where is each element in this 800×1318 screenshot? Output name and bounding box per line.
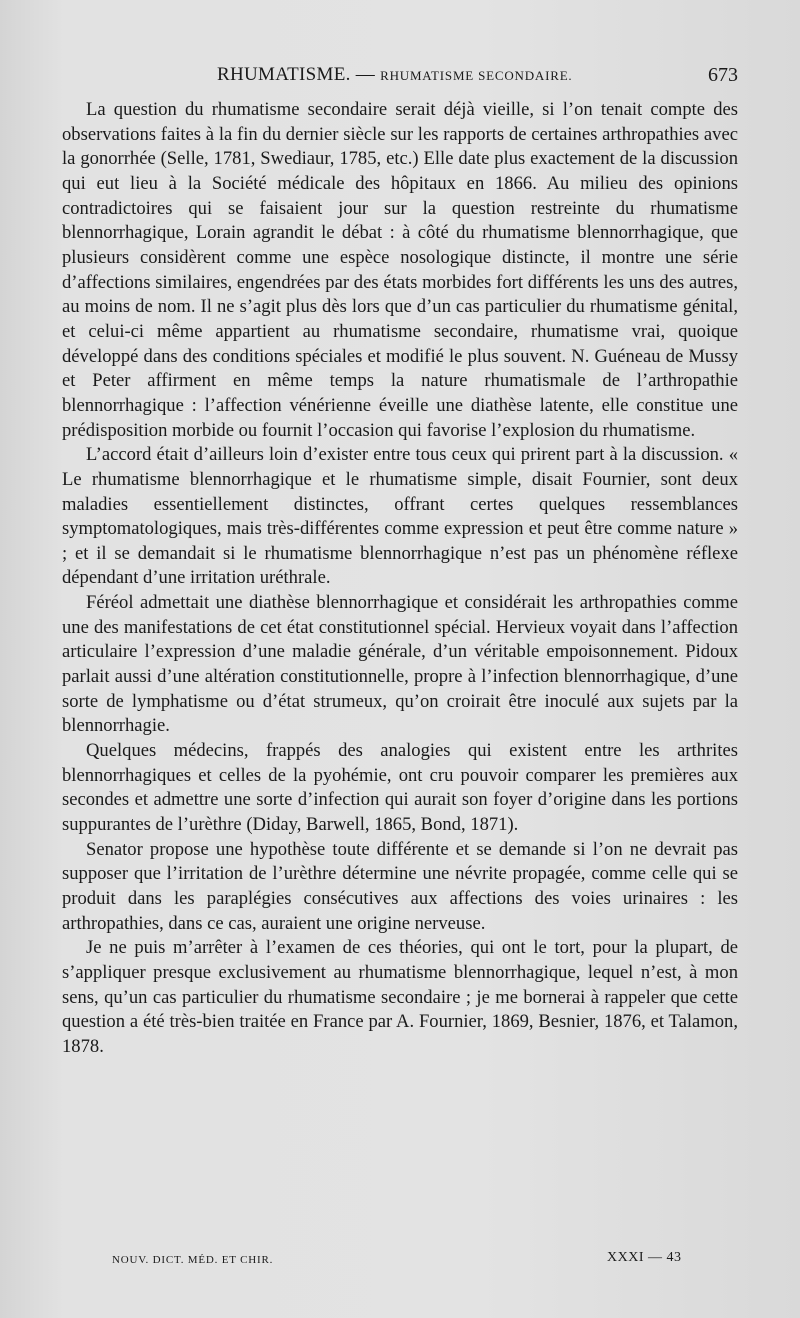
footer-publication: NOUV. DICT. MÉD. ET CHIR. <box>112 1254 274 1266</box>
paragraph: Senator propose une hypothèse toute différente et se demande si l’on ne devrait pas supposer que l’irritation de l’urèthre détermine une névrite propagée, comme celle qui se produit dans les paraplégies consécutives aux affections des voies urinaires : les arthropathies, dans ce cas, auraient une origine nerveuse. <box>62 838 738 934</box>
paragraph: La question du rhumatisme secondaire serait déjà vieille, si l’on tenait compte des observations faites à la fin du dernier siècle sur les rapports de certaines arthropathies avec la gonorrhée (Selle, 1781, Swediaur, 1785, etc.) Elle date plus exactement de la discussion qui eut lieu à la Société médicale des hôpitaux en 1866. Au milieu des opinions contradictoires qui se faisaient jour sur la question restreinte du rhumatisme blennorrhagique, Lorain agrandit le débat : à côté du rhumatisme blennorrhagique, que plusieurs considèrent comme une espèce nosologique distincte, il montre une série d’affections similaires, engendrées par des états morbides fort différents les uns des autres, au moins de nom. Il ne s’agit plus dès lors que d’un cas particulier du rhumatisme génital, et celui-ci même appartient au rhumatisme secondaire, rhumatisme vrai, quoique développé dans des conditions spéciales et modifié le plus souvent. N. Guéneau de Mussy et Peter affirment en même temps la nature rhumatismale de l’arthropathie blennorrhagique : l’affection vénérienne éveille une diathèse latente, elle constitue une prédisposition morbide ou fournit l’occasion qui favorise l’explosion du rhumatisme. <box>62 99 738 441</box>
body-text <box>62 98 738 1060</box>
title-main: RHUMATISME. — <box>217 64 376 85</box>
paragraph: Féréol admettait une diathèse blennorrhagique et considérait les arthropathies comme une des manifestations de cet état constitutionnel spécial. Hervieux voyait dans l’affection articulaire l’expression d’une maladie générale, d’un véritable empoisonnement. Pidoux parlait aussi d’une altération constitutionnelle, propre à l’infection blennorrhagique, d’une sorte de lymphatisme ou d’état strumeux, qu’on croirait être inoculé aux sujets par la blennorrhagie. <box>62 592 738 737</box>
paragraph: Je ne puis m’arrêter à l’examen de ces théories, qui ont le tort, pour la plupart, de s’appliquer presque exclusivement au rhumatisme blennorrhagique, lequel n’est, à mon sens, qu’un cas particulier du rhumatisme secondaire ; je me bornerai à rappeler que cette question a été très-bien traitée en France par A. Fournier, 1869, Besnier, 1876, et Talamon, 1878. <box>62 937 738 1057</box>
footer-signature: XXXI — 43 <box>607 1250 682 1265</box>
running-title <box>217 64 572 86</box>
paragraph: L’accord était d’ailleurs loin d’exister entre tous ceux qui prirent part à la discussion. « Le rhumatisme blennorrhagique et le rhumatisme simple, disait Fournier, sont deux maladies essentiellement distinctes, offrant certes quelques ressemblances symptomatologiques, mais très-différentes comme expression et peut être comme nature » ; et il se demandait si le rhumatisme blennorrhagique n’est pas un phénomène réflexe dépendant d’une irritation uréthrale. <box>62 444 738 589</box>
page-footer <box>62 1250 738 1272</box>
running-header <box>62 64 738 94</box>
page-number: 673 <box>708 64 738 86</box>
paragraph: Quelques médecins, frappés des analogies qui existent entre les arthrites blennorrhagiques et celles de la pyohémie, ont cru pouvoir comparer les premières aux secondes et admettre une sorte d’infection qui aurait son foyer d’origine dans les portions suppurantes de l’urèthre (Diday, Barwell, 1865, Bond, 1871). <box>62 740 738 836</box>
title-sub: RHUMATISME SECONDAIRE. <box>380 68 573 83</box>
